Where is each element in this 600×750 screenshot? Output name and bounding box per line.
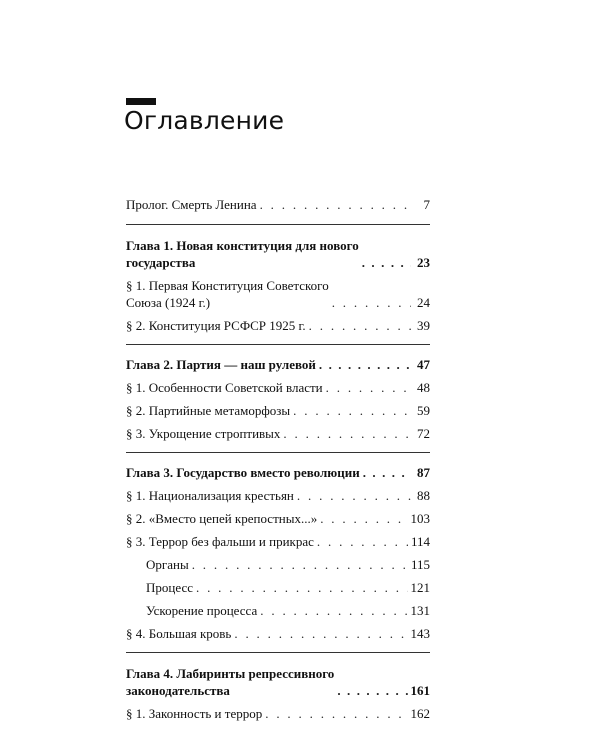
toc-entry-label: Пролог. Смерть Ленина — [126, 197, 257, 212]
toc-entry-label: Ускорение процесса — [146, 603, 258, 618]
toc-entry-label: § 1. Законность и террор — [126, 706, 263, 721]
toc-entry-ch3-s4[interactable] — [126, 625, 430, 642]
toc-chapter-3[interactable] — [126, 464, 430, 481]
title-accent-bar — [126, 98, 156, 105]
toc-page-number: 48 — [417, 380, 430, 395]
toc-page-number: 161 — [410, 683, 430, 698]
toc-entry-ch1-s1[interactable] — [126, 277, 430, 311]
toc-page-number: 88 — [417, 488, 430, 503]
section-divider — [126, 224, 430, 225]
dot-leader — [283, 425, 411, 442]
dot-leader — [297, 487, 411, 504]
toc-entry-ch3-s1[interactable] — [126, 487, 430, 504]
toc-entry-ch3-s2[interactable] — [126, 510, 430, 527]
dot-leader — [293, 402, 411, 419]
toc-page-number: 103 — [410, 511, 430, 526]
dot-leader — [309, 317, 411, 334]
toc-chapter-label: Глава 2. Партия — наш рулевой — [126, 357, 316, 372]
toc-chapter-label: Глава 4. Лабиринты репрессивного законодательства — [126, 666, 335, 698]
dot-leader — [265, 705, 407, 722]
toc-entry-label: Органы — [146, 557, 189, 572]
toc-entry-ch2-s3[interactable] — [126, 425, 430, 442]
section-divider — [126, 344, 430, 345]
dot-leader — [192, 556, 408, 573]
toc-page-number: 143 — [410, 626, 430, 641]
toc-chapter-4[interactable] — [126, 665, 430, 699]
toc-page-number: 23 — [417, 255, 430, 270]
toc-entry-label: § 3. Укрощение строптивых — [126, 426, 281, 441]
dot-leader — [320, 510, 407, 527]
toc-page-number: 39 — [417, 318, 430, 333]
toc-entry-label: § 2. Конституция РСФСР 1925 г. — [126, 318, 306, 333]
toc-entry-label: § 1. Особенности Советской власти — [126, 380, 323, 395]
toc-entry-ch3-s3[interactable] — [126, 533, 430, 550]
dot-leader — [326, 379, 411, 396]
toc-page-number: 87 — [417, 465, 430, 480]
toc-entry-ch2-s1[interactable] — [126, 379, 430, 396]
dot-leader — [332, 294, 411, 311]
toc-subentry-process[interactable] — [126, 579, 430, 596]
dot-leader — [234, 625, 407, 642]
dot-leader — [260, 196, 411, 213]
toc-subentry-organy[interactable] — [126, 556, 430, 573]
toc-page-number: 59 — [417, 403, 430, 418]
dot-leader — [260, 602, 407, 619]
toc-page-number: 121 — [410, 580, 430, 595]
toc-page-number: 47 — [417, 357, 430, 372]
toc-page-number: 162 — [410, 706, 430, 721]
dot-leader — [337, 682, 407, 699]
toc-chapter-label: Глава 1. Новая конституция для нового государства — [126, 238, 359, 270]
toc-entry-label: § 1. Первая Конституция Советского Союза (1924 г.) — [126, 278, 329, 310]
dot-leader — [362, 254, 411, 271]
dot-leader — [319, 356, 411, 373]
toc-page-number: 7 — [423, 197, 430, 212]
toc-entry-label: § 2. «Вместо цепей крепостных...» — [126, 511, 318, 526]
toc-chapter-2[interactable] — [126, 356, 430, 373]
dot-leader — [363, 464, 411, 481]
toc-entry-ch4-s1[interactable] — [126, 705, 430, 722]
section-divider — [126, 452, 430, 453]
page-title: Оглавление — [124, 106, 285, 135]
toc-subentry-acceleration[interactable] — [126, 602, 430, 619]
toc-entry-label: § 2. Партийные метаморфозы — [126, 403, 291, 418]
dot-leader — [196, 579, 408, 596]
toc-entry-label: § 3. Террор без фальши и прикрас — [126, 534, 314, 549]
toc-page-number: 72 — [417, 426, 430, 441]
toc-entry-ch2-s2[interactable] — [126, 402, 430, 419]
dot-leader — [317, 533, 408, 550]
toc-chapter-label: Глава 3. Государство вместо революции — [126, 465, 360, 480]
toc-entry-label: § 4. Большая кровь — [126, 626, 232, 641]
toc-entry-label: § 1. Национализация крестьян — [126, 488, 294, 503]
toc-page-number: 115 — [410, 557, 430, 572]
toc-page-number: 114 — [410, 534, 430, 549]
toc-entry-prologue[interactable] — [126, 196, 430, 213]
toc-entry-ch1-s2[interactable] — [126, 317, 430, 334]
section-divider — [126, 652, 430, 653]
toc-entry-label: Процесс — [146, 580, 193, 595]
toc-chapter-1[interactable] — [126, 237, 430, 271]
table-of-contents — [126, 196, 430, 722]
toc-page-number: 24 — [417, 295, 430, 310]
toc-page-number: 131 — [410, 603, 430, 618]
